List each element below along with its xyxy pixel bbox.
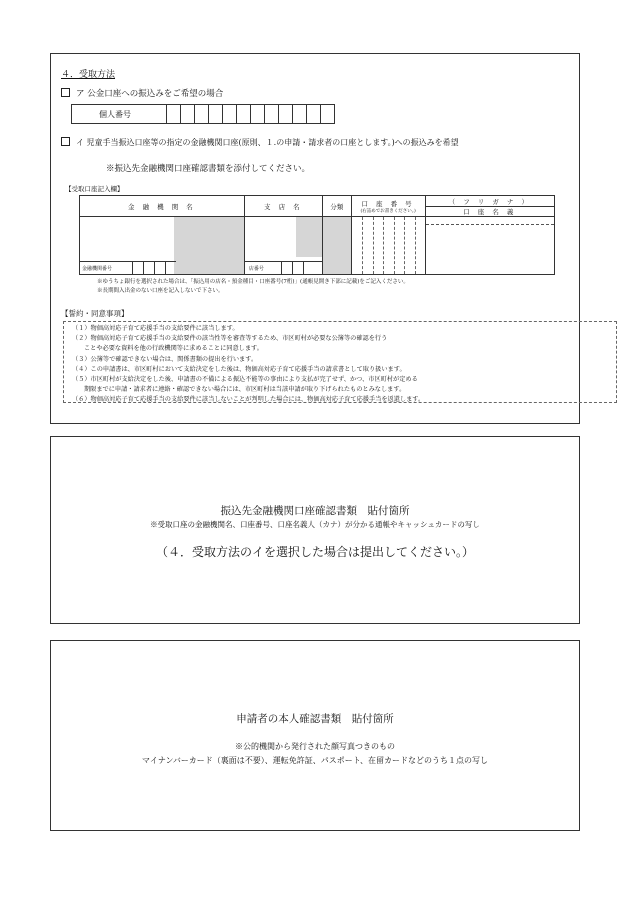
digit-cell[interactable] [278,105,292,123]
option-a-checkbox[interactable] [61,88,70,97]
type-cell[interactable] [322,217,351,275]
bank-name-cell[interactable] [80,217,245,275]
digit-cell[interactable] [222,105,236,123]
branch-no-label: 店番号 [248,266,264,272]
id-doc-sub1: ※公的機関から発行された顔写真つきのもの [235,742,395,751]
holder-cell[interactable] [425,217,554,275]
consent-line: 期限までに申請・請求者に連絡・確認できない場合には、市区町村は当該申請が取り下げられたものとみなします。 [84,386,406,394]
col-acct-no: 口 座 番 号 [361,199,415,208]
consent-line: （２）物価高対応子育て応援手当の支給要件の該当性等を審査等するため、市区町村が必要な公簿等の確認を行う [72,335,388,343]
col-branch: 支 店 名 [244,196,322,217]
bank-code-label: 金融機関番号 [82,266,113,272]
digit-cell[interactable] [166,105,180,123]
digit-divider [415,217,416,274]
yucho-note: ※ゆうちょ銀行を選択された場合は、「振込用の店名・預金種目・口座番号(7桁)」(通帳見開き下部に記載)をご記入ください。 [97,279,409,285]
bank-doc-title: 振込先金融機関口座確認書類 貼付箇所 [220,505,410,517]
attach-note: ※振込先金融機関口座確認書類を添付してください。 [106,164,311,174]
digit-divider [362,217,363,274]
digit-cell[interactable] [132,262,143,274]
option-i-checkbox[interactable] [61,137,70,146]
digit-cell[interactable] [264,105,278,123]
digit-cell[interactable] [250,105,264,123]
receipt-method-section [50,53,580,424]
account-section-label: 【受取口座記入欄】 [65,185,124,193]
id-doc-sub2: マイナンバーカード（裏面は不要）、運転免許証、パスポート、在留カードなどのうち１点の写し [142,756,488,765]
individual-number-label: 個人番号 [99,110,131,119]
digit-cell[interactable] [306,105,320,123]
digit-divider [404,217,405,274]
digit-divider [373,217,374,274]
digit-divider [383,217,384,274]
digit-cell[interactable] [320,105,334,123]
digit-cell[interactable] [180,105,194,123]
consent-line: （４）この申請書は、市区町村において支給決定をした後は、物価高対応子育て応援手当の請求書として取り扱います。 [72,365,406,373]
digit-cell[interactable] [194,105,208,123]
option-i-label: イ 児童手当振込口座等の指定の金融機関口座(原則、１.の申請・請求者の口座とします。)への振込みを希望 [76,138,459,147]
section-title: ４．受取方法 [61,70,116,80]
col-type: 分類 [322,196,351,217]
digit-cell[interactable] [143,262,154,274]
option-a-label: ア 公金口座への振込みをご希望の場合 [76,89,224,99]
consent-line: ことや必要な資料を他の行政機関等に求めることに同意します。 [84,345,263,353]
id-doc-title: 申請者の本人確認書類 貼付箇所 [236,713,394,725]
long-term-note: ※長期間入出金のない口座を記入しないで下さい。 [97,288,224,294]
digit-cell[interactable] [292,105,306,123]
consent-line: （３）公簿等で確認できない場合は、関係書類の提出を行います。 [72,355,258,363]
consent-line: （６）物価高対応子育て応援手当の支給要件に該当しないことが判明した場合には、物価高対応子育て応援手当を返還します。 [72,396,425,404]
digit-cell[interactable] [303,262,314,274]
option-i[interactable] [61,137,459,148]
option-a[interactable] [61,87,223,99]
digit-divider [394,217,395,274]
col-furigana: （ フ リ ガ ナ ） [426,197,554,207]
col-holder: 口 座 名 義 [463,207,517,216]
digit-cell[interactable] [292,262,303,274]
consent-line: （５）市区町村が支給決定をした後、申請書の不備による振込不能等の事由により支払が完了せず、かつ、市区町村が定める [72,376,418,384]
digit-cell[interactable] [281,262,292,274]
branch-cell[interactable] [244,217,322,275]
bank-doc-sub: ※受取口座の金融機関名、口座番号、口座名義人（カナ）が分かる通帳やキャッシュカードの写し [150,520,480,529]
col-bank: 金 融 機 関 名 [80,196,245,217]
bank-doc-attach-area [50,436,580,624]
consent-line: （１）物価高対応子育て応援手当の支給要件に該当します。 [72,325,239,332]
consent-box [63,321,617,403]
account-table [79,195,555,275]
individual-number-field[interactable] [71,104,335,124]
col-acct-no-sub: (右詰めでお書きください。) [360,208,416,214]
consent-title: 【誓約・同意事項】 [61,309,129,318]
digit-cell[interactable] [208,105,222,123]
digit-cell[interactable] [236,105,250,123]
id-doc-attach-area [50,640,580,831]
digit-cell[interactable] [165,262,176,274]
digit-cell[interactable] [154,262,165,274]
bank-doc-note: （４．受取方法のイを選択した場合は提出してください。） [155,545,474,559]
account-number-cell[interactable] [351,217,425,275]
